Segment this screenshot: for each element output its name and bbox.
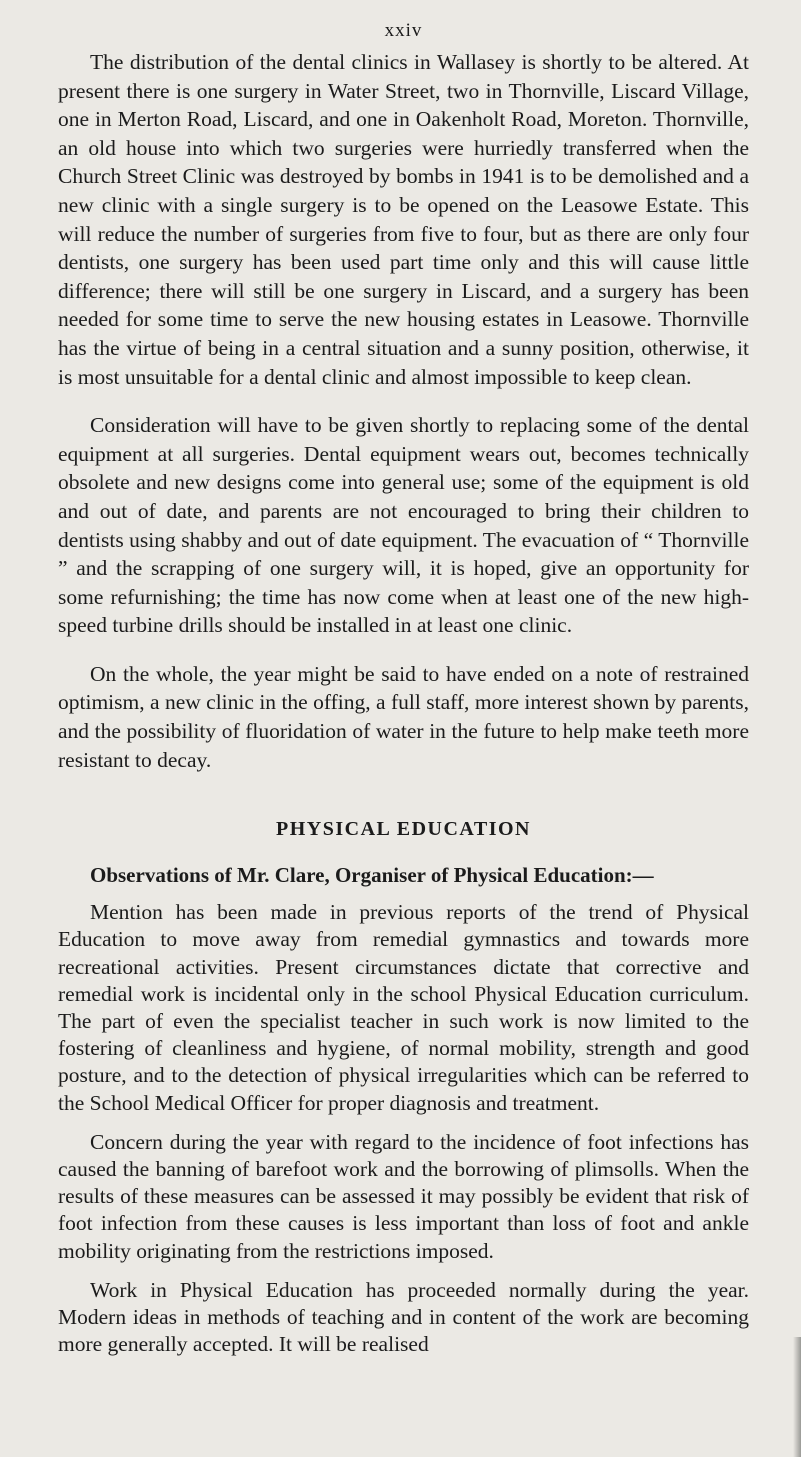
section-heading: PHYSICAL EDUCATION — [276, 818, 531, 841]
paragraph-dental-summary: On the whole, the year might be said to have ended on a note of restrained optimism, a new clinic in the offing, a full staff, more interest shown by parents, and the possibility of fluoridation of water in the future to help make teeth more resistant to decay. — [58, 661, 749, 772]
paragraph-pe-work: Work in Physical Education has proceeded normally during the year. Modern ideas in methods of teaching and in content of the work are becoming more generally accepted. It will be realised — [58, 1277, 749, 1357]
paragraph-dental-equipment: Consideration will have to be given shortly to replacing some of the dental equipment at all surgeries. Dental equipment wears out, becomes technically obsolete and new designs come into general use; some of the equipment is old and out of date, and parents are not encouraged to bring their children to dentists using shabby and out of date equipment. The evacuation of “ Thornville ” and the scrapping of one surgery will, it is hoped, give an opportunity for some refurnishing; the time has now come when at least one of the new high-speed turbine drills should be installed in at least one clinic. — [58, 413, 749, 638]
page-number: xxiv — [384, 20, 423, 41]
dental-section — [58, 48, 749, 774]
physical-education-section — [58, 818, 749, 1358]
paragraph-pe-trend: Mention has been made in previous reports of the trend of Physical Education to move away from remedial gymnastics and towards more recreational activities. Present circumstances dictate that corrective and remedial work is incidental only in the school Physical Education curriculum. The part of even the specialist teacher in such work is now limited to the fostering of cleanliness and hygiene, of normal mobility, strength and good posture, and to the detection of physical irregularities which can be referred to the School Medical Officer for proper diagnosis and treatment. — [58, 900, 749, 1115]
observations-subheading: Observations of Mr. Clare, Organiser of Physical Education:— — [90, 863, 654, 888]
paragraph-dental-clinics: The distribution of the dental clinics in Wallasey is shortly to be altered. At present there is one surgery in Water Street, two in Thornville, Liscard Village, one in Merton Road, Liscard, and one in Oakenholt Road, Moreton. Thornville, an old house into which two surgeries were hurriedly transferred when the Church Street Clinic was destroyed by bombs in 1941 is to be demolished and a new clinic with a single surgery is to be opened on the Leasowe Estate. This will reduce the number of surgeries from five to four, but as there are only four dentists, one surgery has been used part time only and this will cause little difference; there will still be one surgery in Liscard, and a surgery has been needed for some time to serve the new housing estates in Leasowe. Thornville has the virtue of being in a central situation and a sunny position, otherwise, it is most unsuitable for a dental clinic and almost impossible to keep clean. — [58, 50, 749, 389]
paragraph-foot-infections: Concern during the year with regard to the incidence of foot infections has caused the banning of barefoot work and the borrowing of plimsolls. When the results of these measures can be assessed it may possibly be evident that risk of foot infection from these causes is less important than loss of foot and ankle mobility originating from the restrictions imposed. — [58, 1129, 749, 1263]
page-edge-shadow — [793, 1337, 801, 1457]
